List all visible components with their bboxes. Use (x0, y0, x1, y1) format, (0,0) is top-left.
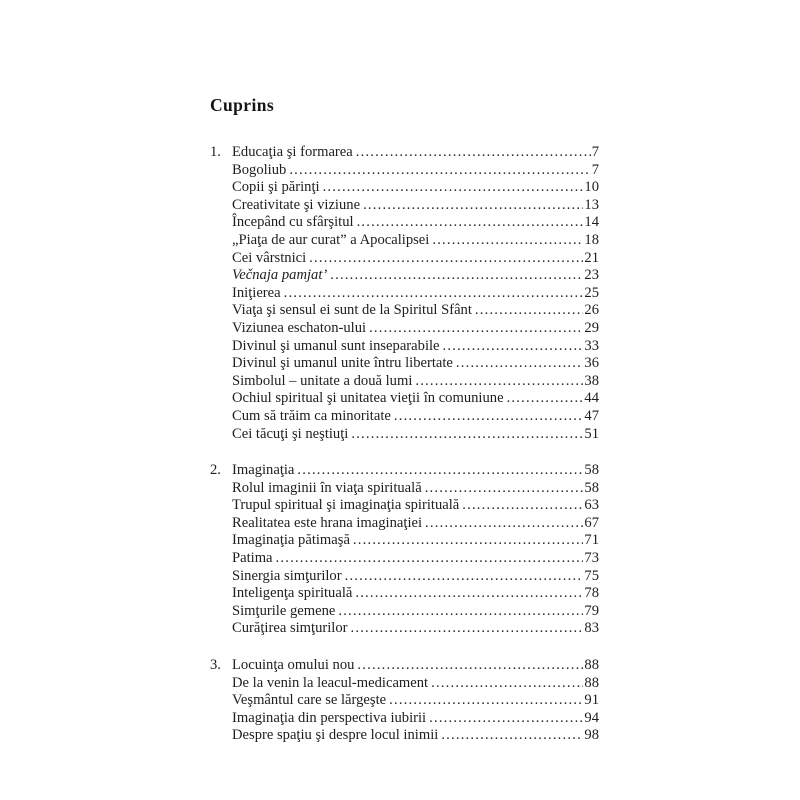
entry-page: 14 (584, 214, 599, 231)
dot-leader (415, 373, 583, 391)
section-entries (210, 480, 599, 638)
toc (210, 144, 599, 745)
toc-entry (210, 620, 599, 638)
toc-entry (210, 603, 599, 621)
entry-page: 78 (584, 585, 599, 602)
dot-leader (357, 657, 583, 675)
entry-page: 18 (584, 231, 599, 248)
toc-entry (210, 585, 599, 603)
section-number: 3. (210, 657, 221, 674)
section-number: 2. (210, 462, 221, 479)
page-title: Cuprins (210, 95, 275, 115)
entry-page: 51 (584, 425, 599, 442)
toc-entry (210, 497, 599, 515)
entry-page: 79 (584, 602, 599, 619)
toc-entry (210, 675, 599, 693)
entry-page: 36 (584, 355, 599, 372)
entry-page: 47 (584, 407, 599, 424)
dot-leader (330, 267, 583, 285)
toc-entry (210, 390, 599, 408)
dot-leader (356, 144, 591, 162)
dot-leader (345, 568, 584, 586)
entry-title: Realitatea este hrana imaginaţiei (232, 514, 423, 531)
entry-title: Viaţa şi sensul ei sunt de la Spiritul Sfânt (232, 302, 472, 319)
toc-entry (210, 692, 599, 710)
toc-entry (210, 727, 599, 745)
toc-entry (210, 250, 599, 268)
dot-leader (276, 550, 584, 568)
section-title: Educaţia şi formarea (232, 144, 353, 160)
dot-leader (462, 497, 583, 515)
entry-title: Creativitate şi viziune (232, 196, 361, 213)
entry-page: 29 (584, 319, 599, 336)
entry-title: Curăţirea simţurilor (232, 620, 348, 637)
entry-page: 38 (584, 372, 599, 389)
entry-title: Cum să trăim ca minoritate (232, 407, 391, 424)
toc-entry (210, 179, 599, 197)
entry-page: 67 (584, 514, 599, 531)
entry-page: 33 (584, 337, 599, 354)
entry-page: 13 (584, 196, 599, 213)
entry-title: Rolul imaginii în viaţa spirituală (232, 479, 422, 496)
dot-leader (425, 480, 584, 498)
toc-entry (210, 568, 599, 586)
toc-entry (210, 302, 599, 320)
entry-title: Bogoliub (232, 161, 287, 178)
dot-leader (309, 250, 583, 268)
toc-entry (210, 214, 599, 232)
dot-leader (297, 462, 583, 480)
dot-leader (431, 675, 583, 693)
entry-title: „Piaţa de aur curat” a Apocalipsei (232, 231, 430, 248)
toc-entry (210, 408, 599, 426)
entry-page: 88 (584, 674, 599, 691)
entry-title: Divinul şi umanul sunt inseparabile (232, 337, 440, 354)
toc-entry (210, 355, 599, 373)
toc-entry (210, 338, 599, 356)
entry-page: 58 (584, 479, 599, 496)
entry-title: Veşmântul care se lărgeşte (232, 692, 387, 709)
section-page: 88 (584, 657, 599, 674)
dot-leader (289, 162, 590, 180)
entry-title: Trupul spiritual şi imaginaţia spirituală (232, 497, 460, 514)
toc-entry (210, 480, 599, 498)
dot-leader (323, 179, 584, 197)
section-entries (210, 675, 599, 745)
toc-content (210, 95, 599, 745)
entry-title: Simbolul – unitate a două lumi (232, 372, 413, 389)
dot-leader (441, 727, 583, 745)
toc-entry (210, 515, 599, 533)
dot-leader (369, 320, 583, 338)
dot-leader (351, 620, 584, 638)
section-number: 1. (210, 144, 221, 160)
toc-entry (210, 550, 599, 568)
toc-entry (210, 162, 599, 180)
dot-leader (353, 532, 583, 550)
entry-title: Divinul şi umanul unite întru libertate (232, 355, 453, 372)
dot-leader (357, 214, 584, 232)
entry-page: 63 (584, 497, 599, 514)
toc-entry (210, 320, 599, 338)
entry-page: 10 (584, 179, 599, 196)
entry-title: Patima (232, 550, 273, 567)
toc-entry (210, 232, 599, 250)
entry-page: 26 (584, 302, 599, 319)
toc-section (210, 144, 599, 443)
entry-title: Večnaja pamjat’ (232, 267, 328, 284)
toc-entry (210, 267, 599, 285)
entry-title: Cei vârstnici (232, 249, 307, 266)
dot-leader (507, 390, 584, 408)
toc-entry (210, 197, 599, 215)
toc-entry (210, 426, 599, 444)
dot-leader (394, 408, 584, 426)
toc-section (210, 657, 599, 745)
dot-leader (432, 232, 583, 250)
section-page: 7 (591, 144, 599, 160)
entry-page: 83 (584, 620, 599, 637)
dot-leader (338, 603, 583, 621)
entry-title: Despre spaţiu şi despre locul inimii (232, 727, 439, 744)
entry-title: Simţurile gemene (232, 602, 336, 619)
dot-leader (389, 692, 583, 710)
entry-title: De la venin la leacul-medicament (232, 674, 429, 691)
section-page: 58 (584, 462, 599, 479)
dot-leader (425, 515, 583, 533)
toc-entry (210, 532, 599, 550)
section-entries (210, 162, 599, 444)
entry-title: Viziunea eschaton-ului (232, 319, 367, 336)
section-title: Locuinţa omului nou (232, 657, 355, 674)
toc-section-head (210, 657, 599, 675)
dot-leader (443, 338, 584, 356)
entry-title: Imaginaţia pătimaşă (232, 532, 350, 549)
toc-entry (210, 373, 599, 391)
dot-leader (429, 710, 583, 728)
entry-title: Ochiul spiritual şi unitatea vieţii în comuniune (232, 390, 504, 407)
dot-leader (284, 285, 584, 303)
entry-page: 21 (584, 249, 599, 266)
entry-title: Cei tăcuţi şi neştiuţi (232, 425, 349, 442)
entry-title: Copii şi părinţi (232, 179, 320, 196)
entry-page: 91 (584, 692, 599, 709)
entry-title: Sinergia simţurilor (232, 567, 342, 584)
toc-section-head (210, 144, 599, 162)
entry-title: Inteligenţa spirituală (232, 585, 353, 602)
section-title: Imaginaţia (232, 462, 295, 479)
dot-leader (456, 355, 584, 373)
entry-page: 25 (584, 284, 599, 301)
entry-title: Imaginaţia din perspectiva iubirii (232, 709, 427, 726)
entry-page: 73 (584, 550, 599, 567)
dot-leader (351, 426, 583, 444)
dot-leader (355, 585, 583, 603)
entry-page: 71 (584, 532, 599, 549)
entry-title: Începând cu sfârşitul (232, 214, 354, 231)
entry-title: Iniţierea (232, 284, 281, 301)
toc-entry (210, 710, 599, 728)
toc-section (210, 462, 599, 638)
dot-leader (475, 302, 584, 320)
toc-entry (210, 285, 599, 303)
entry-page: 75 (584, 567, 599, 584)
entry-page: 94 (584, 709, 599, 726)
entry-page: 7 (591, 161, 599, 178)
toc-section-head (210, 462, 599, 480)
dot-leader (363, 197, 583, 215)
entry-page: 44 (584, 390, 599, 407)
entry-page: 98 (584, 727, 599, 744)
entry-page: 23 (584, 267, 599, 284)
